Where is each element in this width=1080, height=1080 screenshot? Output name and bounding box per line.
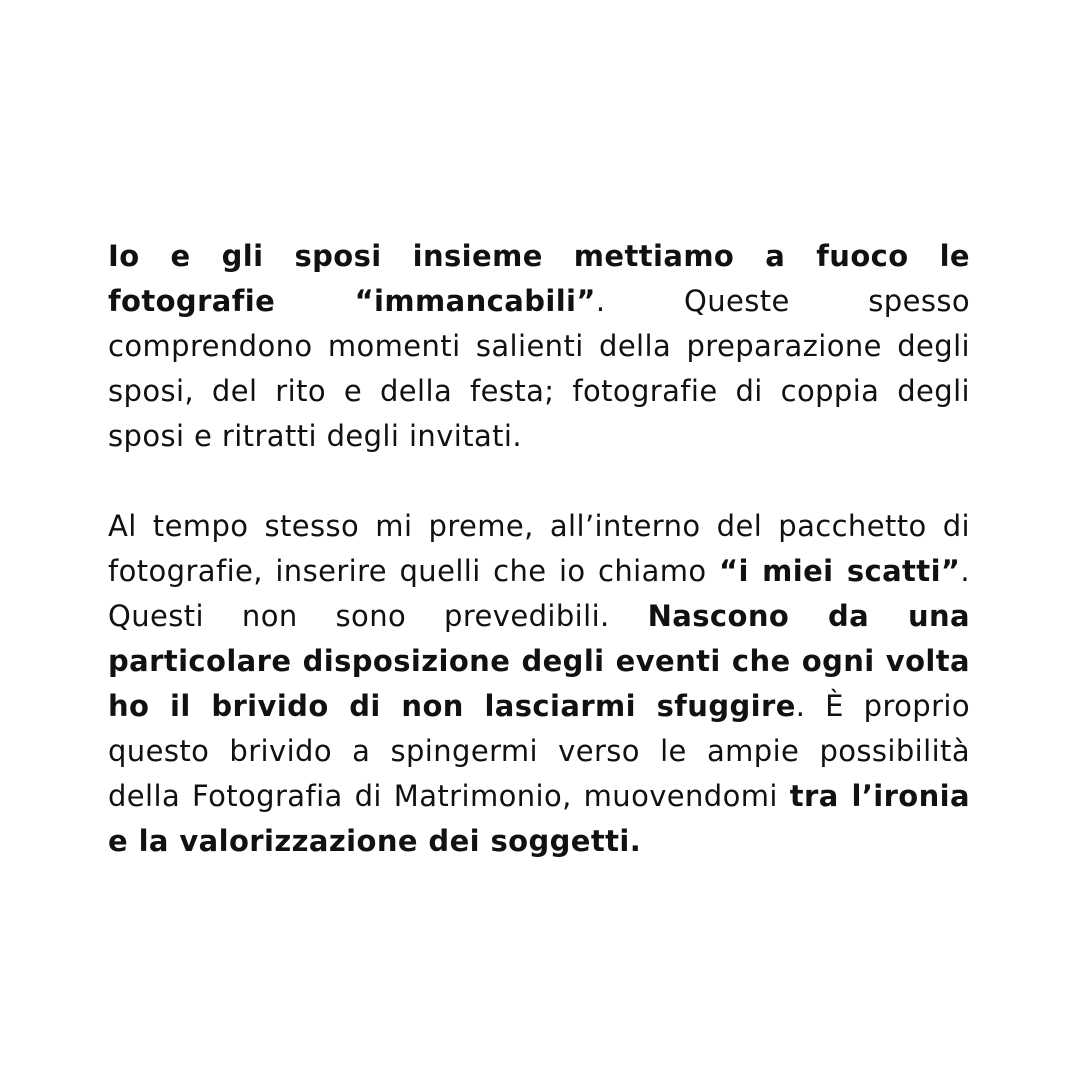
text-segment-bold: Nascono da una particolare disposizione degli eventi che ogni volta ho il brivido di non lasciarmi sfuggire xyxy=(108,599,971,723)
paragraph-miei-scatti xyxy=(108,504,970,864)
text-segment: . È proprio questo brivido a spingermi verso le ampie possibilità della Fotografia di Matrimonio, muovendomi xyxy=(108,689,971,813)
body-text xyxy=(108,234,970,864)
text-segment-bold: tra l’ironia e la valorizzazione dei soggetti. xyxy=(108,779,970,858)
text-segment-bold: “i miei scatti” xyxy=(719,554,961,588)
text-segment: . Questi non sono prevedibili. xyxy=(108,554,970,633)
text-segment-bold: Io e gli sposi insieme mettiamo a fuoco le fotografie “immancabili” xyxy=(108,239,970,318)
paragraph-immancabili xyxy=(108,234,970,459)
text-segment: Al tempo stesso mi preme, all’interno del pacchetto di fotografie, inserire quelli che io chiamo xyxy=(108,509,970,588)
text-segment: . Queste spesso comprendono momenti salienti della preparazione degli sposi, del rito e della festa; fotografie di coppia degli sposi e ritratti degli invitati. xyxy=(108,284,970,453)
